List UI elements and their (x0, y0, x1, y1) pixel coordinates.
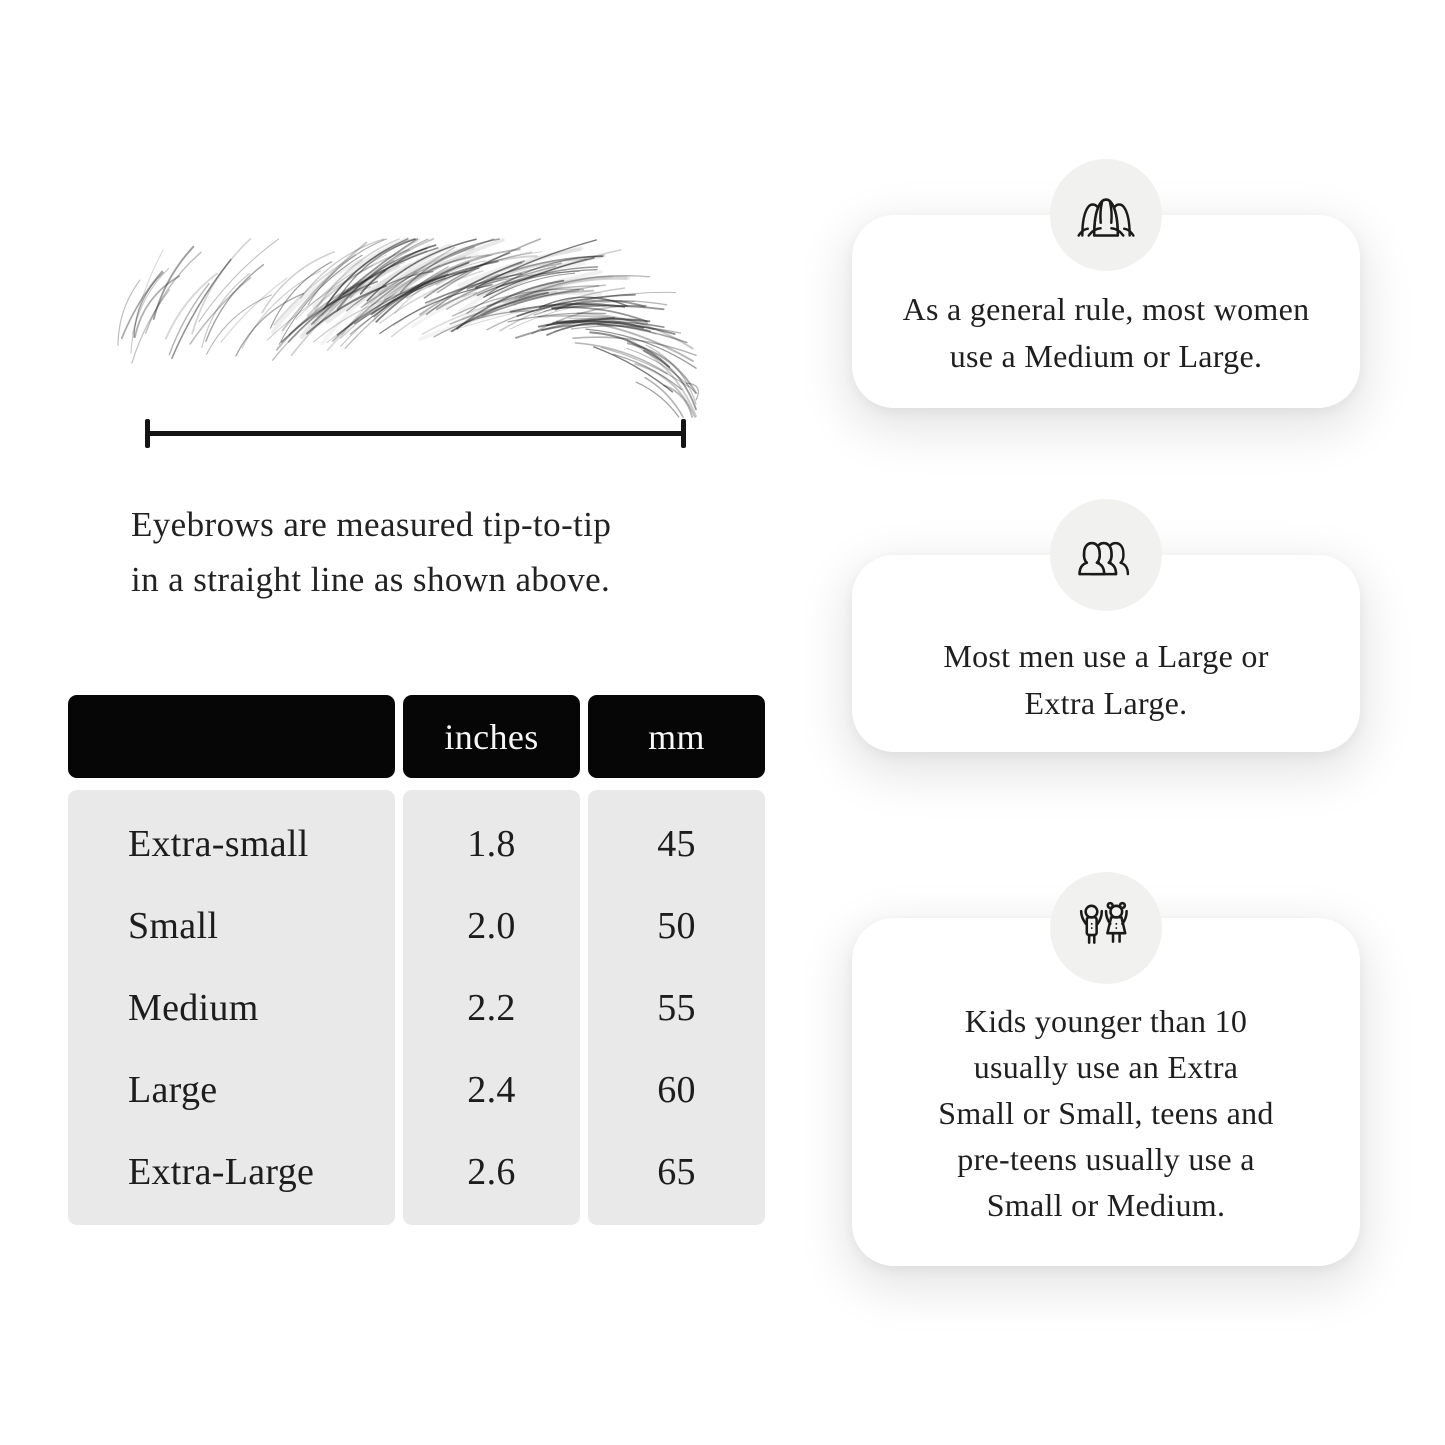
measurement-line-bar (145, 431, 686, 436)
size-table (68, 695, 765, 1225)
inches-value-cell: 2.4 (467, 1068, 516, 1111)
inches-value-cell: 2.6 (467, 1150, 516, 1193)
measurement-caption (131, 497, 611, 607)
size-label-cell: Medium (128, 986, 259, 1029)
mm-value-cell: 55 (657, 986, 696, 1029)
kids-icon-circle (1050, 872, 1162, 984)
inches-value-cell: 1.8 (467, 822, 516, 865)
women-group-icon-circle (1050, 159, 1162, 271)
card-text-line: pre-teens usually use a (957, 1141, 1255, 1177)
inches-value-cell: 2.2 (467, 986, 516, 1029)
mm-value-cell: 50 (657, 904, 696, 947)
size-column-inches (403, 790, 580, 1225)
eyebrow-illustration (100, 233, 700, 423)
card-text-line: As a general rule, most women (902, 291, 1310, 327)
card-text-line: Kids younger than 10 (964, 1003, 1248, 1039)
card-text-line: usually use an Extra (973, 1049, 1239, 1085)
measurement-line (145, 419, 686, 448)
mm-value-cell: 60 (657, 1068, 696, 1111)
mm-value-cell: 45 (657, 822, 696, 865)
card-text-line: Small or Small, teens and (938, 1095, 1274, 1131)
card-text-line: Small or Medium. (986, 1187, 1226, 1223)
inches-value-cell: 2.0 (467, 904, 516, 947)
size-table-header-inches: inches (403, 695, 580, 778)
size-table-header (68, 695, 765, 778)
caption-line: in a straight line as shown above. (131, 560, 611, 599)
measurement-line-right-cap (681, 419, 686, 448)
mm-value-cell: 65 (657, 1150, 696, 1193)
card-text-line: Extra Large. (1024, 685, 1188, 721)
kids-icon (1076, 901, 1136, 956)
size-label-cell: Large (128, 1068, 218, 1111)
size-column-labels (68, 790, 395, 1225)
size-table-header-mm: mm (588, 695, 765, 778)
men-group-icon-circle (1050, 499, 1162, 611)
info-card-men (852, 555, 1360, 752)
size-label-cell: Small (128, 904, 219, 947)
size-label-cell: Extra-small (128, 822, 309, 865)
card-text-line: Most men use a Large or (943, 638, 1269, 674)
info-card-women (852, 215, 1360, 408)
men-group-icon (1075, 532, 1137, 578)
card-text-line: use a Medium or Large. (949, 338, 1263, 374)
caption-line: Eyebrows are measured tip-to-tip (131, 505, 612, 544)
size-label-cell: Extra-Large (128, 1150, 315, 1193)
info-card-kids (852, 918, 1360, 1266)
size-table-header-sizes (68, 695, 395, 778)
size-table-body (68, 790, 765, 1225)
size-column-mm (588, 790, 765, 1225)
women-group-icon (1075, 190, 1137, 241)
